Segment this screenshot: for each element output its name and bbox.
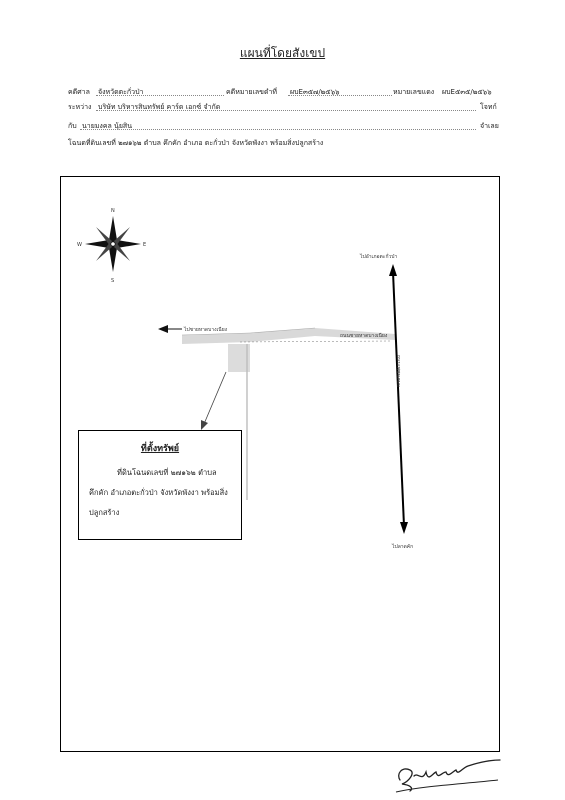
with-label: กับ [68,122,77,130]
defendant-value: นายมงคล นุ้ยสิน [82,122,132,130]
plot-pointer [201,372,226,430]
compass-rose [77,208,146,284]
label-beach-road: ถนนชายหาดบางเนียง [340,333,388,339]
red-case-label: หมายเลขแดง [393,88,435,96]
black-case-label: คดีหมายเลขดำที่ [226,88,278,96]
compass-south: S [111,278,115,284]
label-to-beach: ไปชายหาดบางเนียง [184,327,228,333]
plaintiff-value: บริษัท บริหารสินทรัพย์ คาร์ด เอกซ์ จำกัด [98,103,221,111]
compass-west: W [77,242,82,248]
property-location-box [78,430,242,540]
label-to-district: ไปอำเภอตะกั่วป่า [360,254,398,260]
label-main-road: ถนนเพชรเกษม [395,355,401,388]
court-label: คดีศาล [68,88,90,96]
defendant-role: จำเลย [480,122,499,130]
signature [392,758,502,794]
main-highway [389,264,408,534]
compass-east: E [143,242,147,248]
between-label: ระหว่าง [68,103,92,111]
arrow-to-beach [158,325,182,333]
court-value: จังหวัดตะกั่วป่า [98,88,144,96]
page-title: แผนที่โดยสังเขป [239,46,326,60]
land-description: โฉนดที่ดินเลขที่ ๒๗๑๖๒ ตำบล คึกคัก อำเภอ ตะกั่วป่า จังหวัดพังงา พร้อมสิ่งปลูกสร้าง [68,139,324,147]
black-case-value: ผบE๓๕๗/๒๕๖๖ [290,88,340,96]
property-box-text: ที่ดินโฉนดเลขที่ ๒๗๑๖๒ ตำบล คึกคัก อำเภอตะกั่วป่า จังหวัดพังงา พร้อมสิ่งปลูกสร้าง [89,468,228,517]
compass-north: N [111,208,115,214]
red-case-value: ผบE๕๓๕/๒๕๖๖ [442,88,492,96]
label-to-khuk-khak: ไปลาดคัก [392,544,414,550]
property-box-title: ที่ตั้งทรัพย์ [140,444,180,454]
plaintiff-role: โจทก์ [480,103,497,111]
